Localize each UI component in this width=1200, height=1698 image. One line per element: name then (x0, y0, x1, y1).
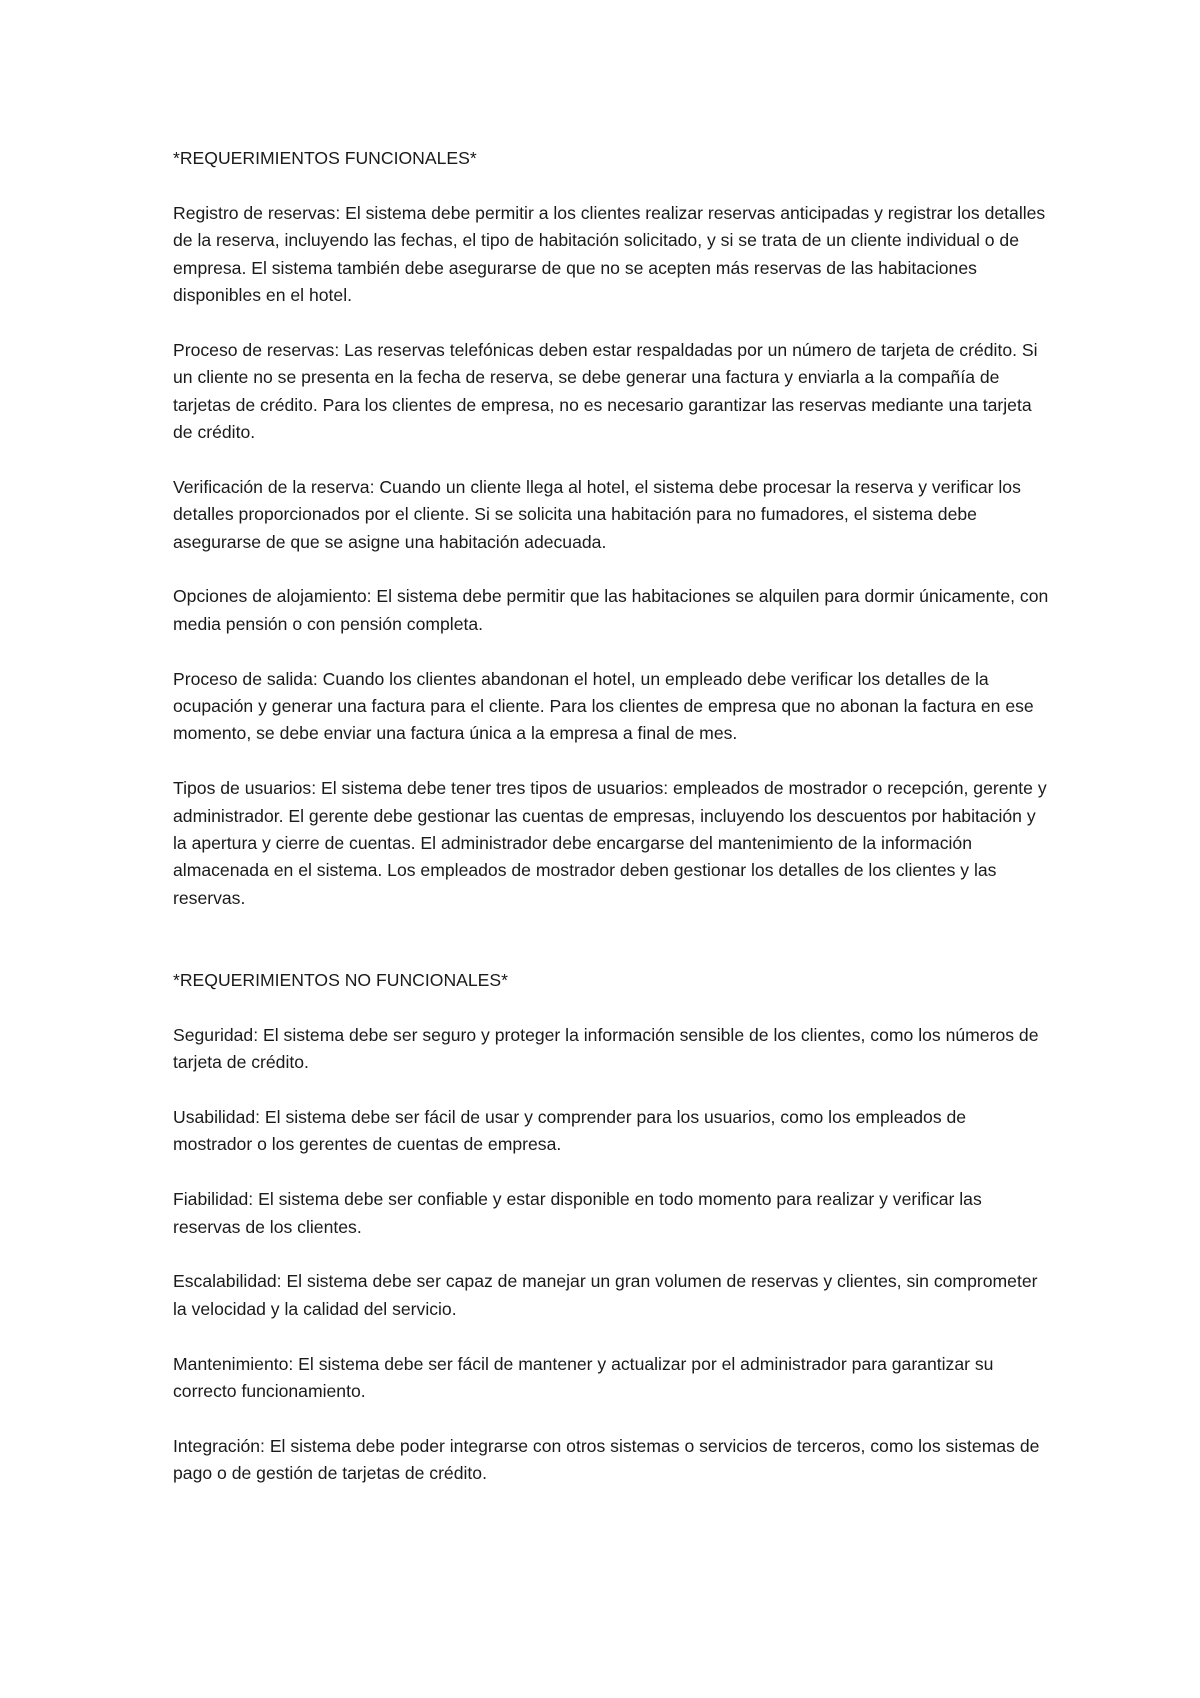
functional-requirements-heading: *REQUERIMIENTOS FUNCIONALES* (173, 148, 477, 168)
paragraph-proceso-reservas: Proceso de reservas: Las reservas telefónicas deben estar respaldadas por un número de tarjeta de crédito. Si un cliente no se presenta en la fecha de reserva, se debe generar una factura y enviarla a la compañía de tarjetas de crédito. Para los clientes de empresa, no es necesario garantizar las reservas mediante una tarjeta de crédito. (173, 339, 1038, 443)
section-spacer (173, 940, 1050, 967)
paragraph-registro-reservas: Registro de reservas: El sistema debe permitir a los clientes realizar reservas anticipadas y registrar los detalles de la reserva, incluyendo las fechas, el tipo de habitación solicitado, y si se trata de un cliente individual o de empresa. El sistema también debe asegurarse de que no se acepten más reservas de las habitaciones disponibles en el hotel. (173, 202, 1046, 306)
paragraph-escalabilidad: Escalabilidad: El sistema debe ser capaz de manejar un gran volumen de reservas y clientes, sin comprometer la velocidad y la calidad del servicio. (173, 1271, 1038, 1319)
paragraph-proceso-salida: Proceso de salida: Cuando los clientes abandonan el hotel, un empleado debe verificar los detalles de la ocupación y generar una factura para el cliente. Para los clientes de empresa que no abonan la factura en ese momento, se debe enviar una factura única a la empresa a final de mes. (173, 668, 1034, 744)
non-functional-requirements-heading: *REQUERIMIENTOS NO FUNCIONALES* (173, 970, 508, 991)
paragraph-integracion: Integración: El sistema debe poder integrarse con otros sistemas o servicios de terceros, como los sistemas de pago o de gestión de tarjetas de crédito. (173, 1435, 1040, 1484)
paragraph-mantenimiento: Mantenimiento: El sistema debe ser fácil de mantener y actualizar por el administrador para garantizar su correcto funcionamiento. (173, 1353, 994, 1402)
paragraph-verificacion-reserva: Verificación de la reserva: Cuando un cliente llega al hotel, el sistema debe procesar la reserva y verificar los detalles proporcionados por el cliente. Si se solicita una habitación para no fumadores, el sistema debe asegurarse de que se asigne una habitación adecuada. (173, 476, 1021, 552)
paragraph-usabilidad: Usabilidad: El sistema debe ser fácil de usar y comprender para los usuarios, como los empleados de mostrador o los gerentes de cuentas de empresa. (173, 1107, 967, 1155)
paragraph-seguridad: Seguridad: El sistema debe ser seguro y proteger la información sensible de los clientes, como los números de tarjeta de crédito. (173, 1024, 1039, 1073)
paragraph-tipos-usuarios: Tipos de usuarios: El sistema debe tener tres tipos de usuarios: empleados de mostrador o recepción, gerente y administrador. El gerente debe gestionar las cuentas de empresas, incluyendo los descuentos por habitación y la apertura y cierre de cuentas. El administrador debe encargarse del mantenimiento de la información almacenada en el sistema. Los empleados de mostrador deben gestionar los detalles de los clientes y las reservas. (173, 778, 1047, 908)
paragraph-opciones-alojamiento: Opciones de alojamiento: El sistema debe permitir que las habitaciones se alquilen para dormir únicamente, con media pensión o con pensión completa. (173, 586, 1049, 634)
paragraph-fiabilidad: Fiabilidad: El sistema debe ser confiable y estar disponible en todo momento para realizar y verificar las reservas de los clientes. (173, 1189, 982, 1237)
